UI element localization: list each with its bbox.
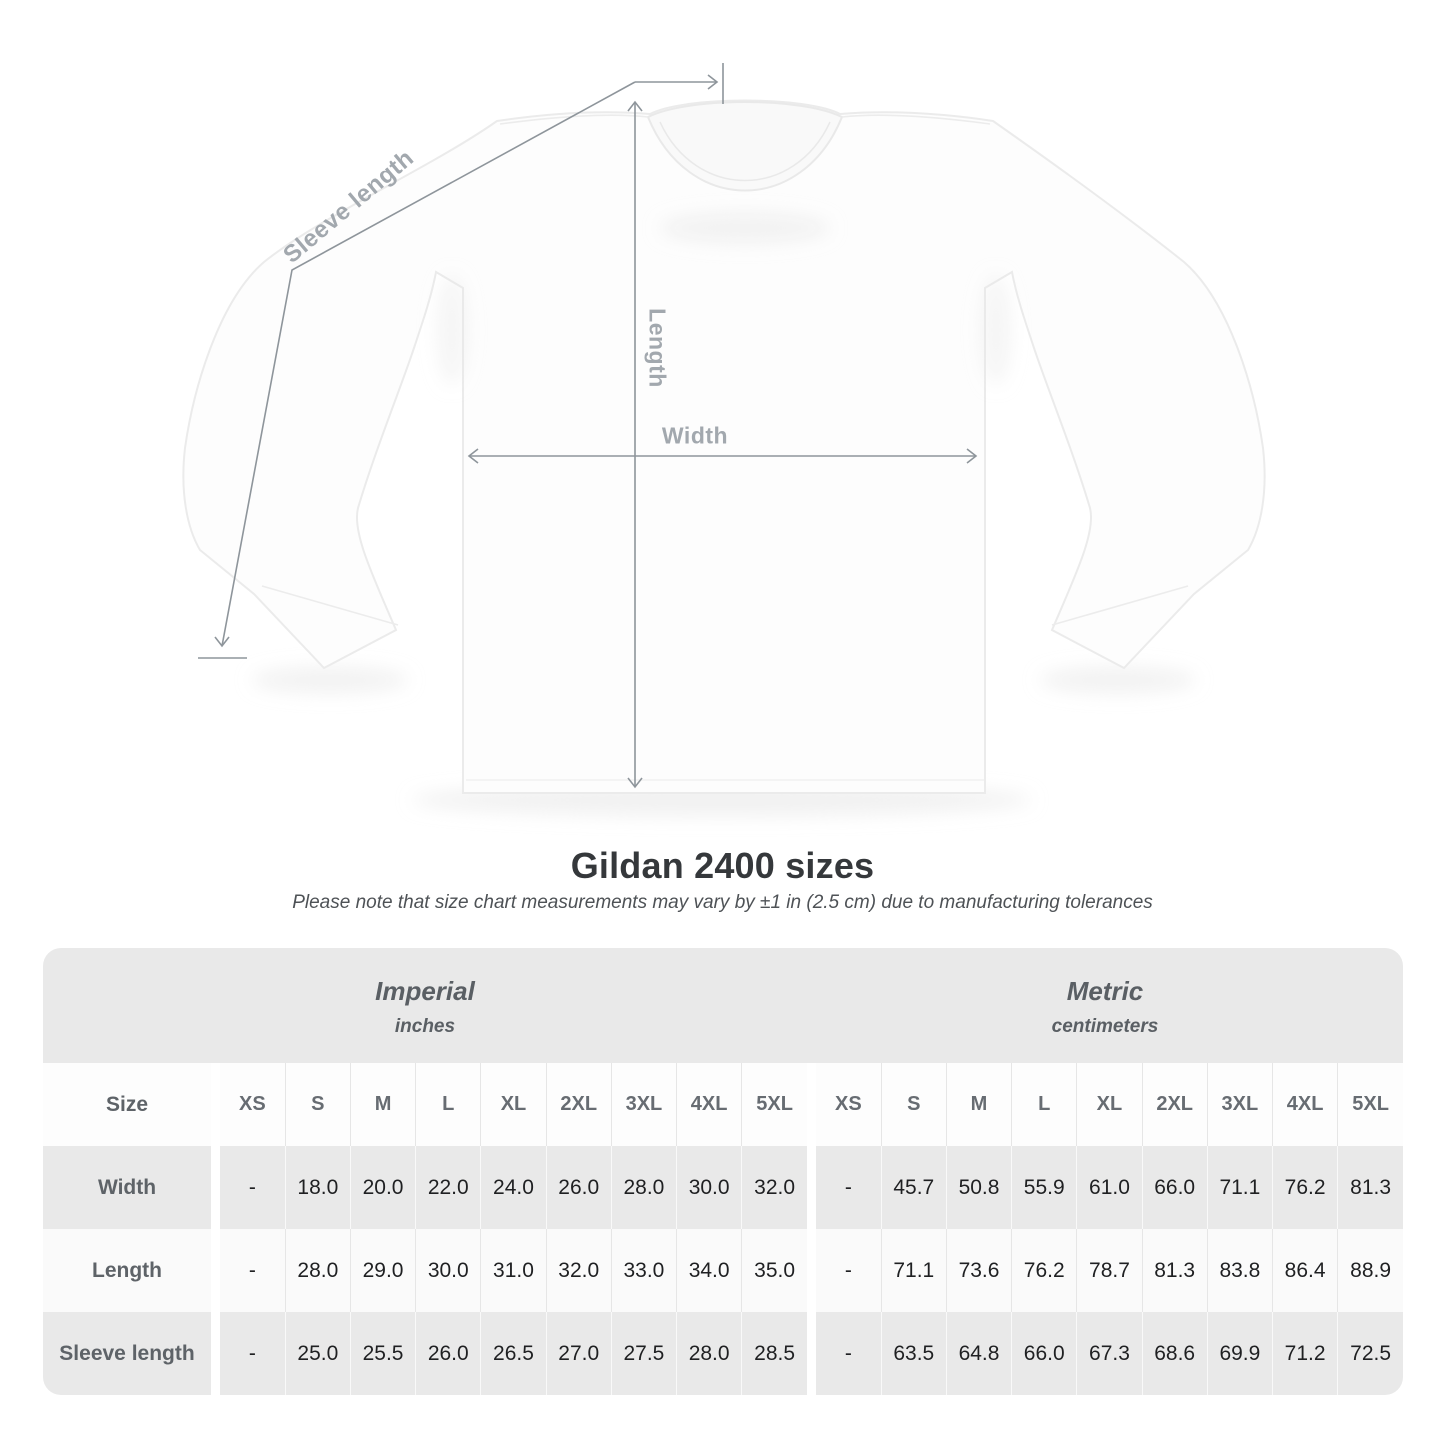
table-cell-metric: 88.9 [1338,1229,1403,1312]
table-cell-metric: 73.6 [946,1229,1011,1312]
column-gap [807,1229,816,1312]
table-cell-metric: 83.8 [1207,1229,1272,1312]
table-cell-imperial: 18.0 [285,1146,350,1229]
size-table [43,948,1403,1395]
table-cell-metric: 64.8 [946,1312,1011,1395]
table-cell-imperial: 27.5 [611,1312,676,1395]
table-cell-imperial: 28.0 [611,1146,676,1229]
table-cell-metric: 71.2 [1273,1312,1338,1395]
size-header-cell: XL [1077,1063,1142,1146]
table-cell-imperial: 20.0 [350,1146,415,1229]
size-header-row [43,1063,1403,1146]
metric-unit-label: centimeters [1051,1016,1159,1037]
table-cell-imperial: 25.0 [285,1312,350,1395]
table-cell-metric: 66.0 [1142,1146,1207,1229]
table-cell-imperial: 28.0 [677,1312,742,1395]
table-cell-imperial: 26.5 [481,1312,546,1395]
table-cell-imperial: 28.0 [285,1229,350,1312]
width-label: Width [661,422,729,449]
size-header-cell: S [285,1063,350,1146]
table-cell-metric: 50.8 [946,1146,1011,1229]
table-cell-imperial: 33.0 [611,1229,676,1312]
size-header-cell: L [416,1063,481,1146]
column-gap [807,1063,816,1146]
table-cell-imperial: - [248,1341,256,1365]
table-cell-imperial: 35.0 [742,1229,807,1312]
table-cell-imperial: 25.5 [350,1312,415,1395]
table-cell-imperial: 29.0 [350,1229,415,1312]
row-label: Sleeve length [59,1341,195,1365]
table-cell-metric: 63.5 [881,1312,946,1395]
size-table-grid [43,948,1403,1395]
size-header-cell: 2XL [546,1063,611,1146]
table-cell-imperial: - [248,1175,256,1199]
size-header-cell: 3XL [1207,1063,1272,1146]
size-header-cell: M [350,1063,415,1146]
size-header-cell: S [881,1063,946,1146]
table-cell-metric: 66.0 [1012,1312,1077,1395]
size-header-cell: M [946,1063,1011,1146]
column-gap [211,1146,220,1229]
row-label: Width [97,1175,157,1199]
table-cell-metric: 67.3 [1077,1312,1142,1395]
table-cell-imperial: 26.0 [546,1146,611,1229]
column-gap [211,1312,220,1395]
table-cell-metric: - [844,1258,852,1282]
metric-group-header [807,948,1403,1063]
table-cell-metric: 71.1 [1207,1146,1272,1229]
table-cell-metric: 76.2 [1273,1146,1338,1229]
size-header-cell: 5XL [1338,1063,1403,1146]
table-cell-metric: 45.7 [881,1146,946,1229]
column-gap [211,1229,220,1312]
column-gap [211,1063,220,1146]
imperial-unit-label: inches [394,1016,456,1037]
table-cell-imperial: 24.0 [481,1146,546,1229]
column-gap [807,1312,816,1395]
table-cell-imperial: - [248,1258,256,1282]
table-cell-metric: 72.5 [1338,1312,1403,1395]
sleeve-length-label: Sleeve length [278,144,420,269]
table-cell-imperial: 32.0 [546,1229,611,1312]
table-cell-metric: 69.9 [1207,1312,1272,1395]
table-cell-metric: 55.9 [1012,1146,1077,1229]
table-row [43,1229,1403,1312]
table-cell-metric: - [844,1341,852,1365]
size-header-cell: 4XL [1273,1063,1338,1146]
row-label: Length [43,1229,211,1312]
size-header-cell: XS [816,1063,881,1146]
table-cell-imperial: 26.0 [416,1312,481,1395]
column-gap [807,1146,816,1229]
table-cell-metric: 78.7 [1077,1229,1142,1312]
table-cell-metric: 61.0 [1077,1146,1142,1229]
table-cell-imperial: 34.0 [677,1229,742,1312]
table-cell-metric: 81.3 [1142,1229,1207,1312]
size-header-cell: 5XL [742,1063,807,1146]
table-cell-imperial: 31.0 [481,1229,546,1312]
table-row [43,1146,1403,1229]
table-row [43,1312,1403,1395]
imperial-group-header [43,948,807,1063]
table-cell-metric: 81.3 [1338,1146,1403,1229]
table-cell-imperial: 28.5 [742,1312,807,1395]
table-cell-imperial: 32.0 [742,1146,807,1229]
page-title: Gildan 2400 sizes [570,845,875,886]
size-header-cell: 4XL [677,1063,742,1146]
size-header-cell: 2XL [1142,1063,1207,1146]
table-cell-imperial: 27.0 [546,1312,611,1395]
metric-group-label: Metric [1066,976,1144,1006]
table-cell-metric: - [844,1175,852,1199]
size-header-cell: 3XL [611,1063,676,1146]
table-cell-imperial: 30.0 [416,1229,481,1312]
table-cell-metric: 68.6 [1142,1312,1207,1395]
length-label: Length [644,308,671,388]
size-header-cell: XS [220,1063,285,1146]
tolerance-note: Please note that size chart measurements may vary by ±1 in (2.5 cm) due to manufacturing tolerances [292,892,1153,913]
size-column-header: Size [43,1063,211,1146]
unit-group-row [43,948,1403,1063]
table-cell-imperial: 30.0 [677,1146,742,1229]
table-cell-metric: 86.4 [1273,1229,1338,1312]
size-header-cell: XL [481,1063,546,1146]
table-cell-metric: 71.1 [881,1229,946,1312]
table-cell-metric: 76.2 [1012,1229,1077,1312]
imperial-group-label: Imperial [375,976,475,1006]
table-cell-imperial: 22.0 [416,1146,481,1229]
size-header-cell: L [1012,1063,1077,1146]
